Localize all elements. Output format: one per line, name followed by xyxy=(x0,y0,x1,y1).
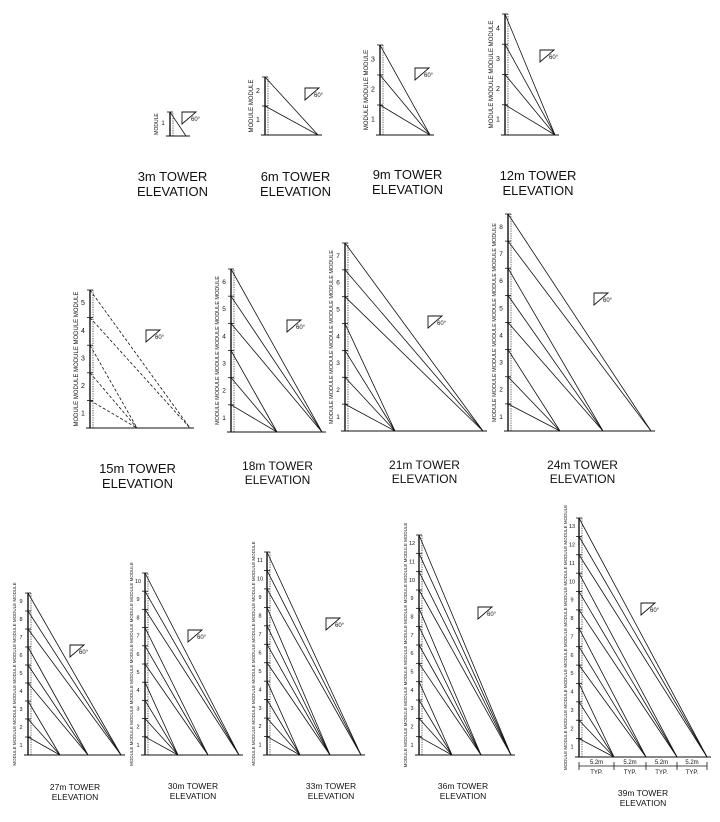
module-number: 1 xyxy=(136,742,140,749)
guy-wire xyxy=(579,683,614,757)
tower-t15 xyxy=(74,290,194,428)
caption-title: 18m TOWER xyxy=(242,459,313,473)
module-number: 2 xyxy=(499,386,503,394)
module-number: 1 xyxy=(496,116,500,124)
module-number: 12 xyxy=(408,541,416,548)
module-number: 1 xyxy=(81,410,85,418)
module-number: 1 xyxy=(258,742,262,749)
guy-wire xyxy=(28,647,88,755)
guy-wire xyxy=(267,552,361,755)
module-number: 8 xyxy=(499,223,503,231)
caption-subtitle: ELEVATION xyxy=(101,475,174,491)
guy-wire xyxy=(380,75,430,135)
guy-wire xyxy=(579,555,707,757)
guy-wire xyxy=(345,324,395,431)
caption-t39 xyxy=(598,789,688,809)
guy-wire xyxy=(267,681,300,755)
guy-wire xyxy=(508,404,560,431)
bay-width-label: 5.2m xyxy=(654,760,669,766)
caption-subtitle: ELEVATION xyxy=(502,182,574,198)
bay-dimensions xyxy=(579,760,707,776)
caption-t9 xyxy=(355,168,460,198)
caption-subtitle: ELEVATION xyxy=(307,790,355,801)
caption-t27 xyxy=(30,783,120,803)
caption-subtitle: ELEVATION xyxy=(371,181,444,197)
guy-wire xyxy=(265,77,318,135)
guy-wire xyxy=(267,589,361,755)
guy-wire xyxy=(345,297,483,431)
guy-wire xyxy=(28,701,60,755)
module-number: 4 xyxy=(81,327,85,335)
caption-title: 9m TOWER xyxy=(372,167,443,182)
bay-width-label: 5.2m xyxy=(685,760,699,766)
guy-wire xyxy=(505,105,555,135)
module-number: 3 xyxy=(570,707,574,714)
caption-subtitle: ELEVATION xyxy=(439,790,487,801)
caption-subtitle: ELEVATION xyxy=(391,471,458,486)
module-number: 10 xyxy=(256,576,264,583)
guy-wire xyxy=(28,629,121,755)
bay-typ-label: TYP. xyxy=(590,770,603,776)
module-number: 13 xyxy=(568,524,576,531)
module-number: 6 xyxy=(570,652,574,659)
caption-title: 39m TOWER xyxy=(617,788,669,798)
guy-wire xyxy=(90,400,137,428)
module-number: 12 xyxy=(568,542,576,549)
module-number: 9 xyxy=(136,597,140,604)
guy-wire xyxy=(265,106,318,135)
module-number: 3 xyxy=(136,706,140,713)
guy-wire xyxy=(145,737,178,755)
caption-subtitle: ELEVATION xyxy=(244,472,311,487)
module-number: 5 xyxy=(336,306,340,314)
caption-t12 xyxy=(483,169,593,199)
module-number: 4 xyxy=(570,689,574,696)
guy-wire xyxy=(90,373,137,428)
module-number: 4 xyxy=(410,687,414,694)
module-number: 1 xyxy=(336,413,340,421)
guy-wire xyxy=(508,377,560,431)
guy-wire xyxy=(28,737,60,755)
caption-t30 xyxy=(148,782,238,802)
guy-wire xyxy=(579,720,614,757)
guy-wire xyxy=(419,608,481,755)
module-number: 3 xyxy=(410,706,414,713)
guy-wire xyxy=(267,644,330,755)
angle-label: 60° xyxy=(197,635,207,641)
module-number: 5 xyxy=(570,671,574,678)
guy-wire xyxy=(145,700,178,755)
module-number: 4 xyxy=(222,333,226,341)
module-labels: MODULE MODULE MODULE xyxy=(364,49,370,131)
guy-wire xyxy=(579,665,646,757)
guy-wire xyxy=(145,682,178,755)
guy-wire xyxy=(419,553,511,755)
module-labels: MODULE MODULE MODULE MODULE MODULE xyxy=(74,291,80,427)
module-number: 2 xyxy=(496,86,500,94)
caption-title: 12m TOWER xyxy=(499,168,577,183)
guy-wire xyxy=(508,350,560,431)
caption-title: 6m TOWER xyxy=(260,169,331,184)
angle-label: 60° xyxy=(155,335,165,341)
guy-wire xyxy=(419,737,452,755)
module-number: 9 xyxy=(570,597,574,604)
module-number: 9 xyxy=(19,598,23,605)
module-number: 1 xyxy=(371,116,375,124)
bay-typ-label: TYP. xyxy=(655,770,668,776)
bay-width-label: 5.2m xyxy=(623,760,637,766)
caption-t24 xyxy=(530,459,635,487)
module-number: 8 xyxy=(570,616,574,623)
module-number: 6 xyxy=(499,278,503,286)
guy-wire xyxy=(345,243,483,431)
module-number: 1 xyxy=(256,116,260,124)
module-labels: MODULE MODULE MODULE MODULE MODULE MODULE MODULE xyxy=(329,250,335,424)
module-number: 7 xyxy=(499,251,503,259)
module-number: 2 xyxy=(410,724,414,731)
module-labels: MODULE MODULE MODULE MODULE MODULE MODULE MODULE MODULE xyxy=(492,223,498,422)
guy-wire xyxy=(231,351,277,433)
module-labels: MODULE MODULE MODULE MODULE xyxy=(489,20,495,129)
guy-wire xyxy=(90,345,137,428)
guy-wire xyxy=(267,663,330,755)
guy-wire xyxy=(90,290,190,428)
caption-title: 30m TOWER xyxy=(167,781,219,791)
module-number: 3 xyxy=(336,360,340,368)
guy-wire xyxy=(419,700,452,755)
angle-label: 60° xyxy=(650,608,660,614)
guy-wire xyxy=(579,573,677,757)
guy-wire xyxy=(231,378,277,432)
angle-label: 60° xyxy=(296,325,306,331)
module-number: 7 xyxy=(136,633,140,640)
angle-label: 60° xyxy=(335,623,345,629)
guy-wire xyxy=(231,405,277,432)
module-number: 1 xyxy=(222,414,226,422)
guy-wire xyxy=(505,14,555,135)
guy-wire xyxy=(345,270,483,431)
module-number: 4 xyxy=(499,332,503,340)
module-number: 7 xyxy=(258,631,262,638)
caption-t3 xyxy=(120,170,225,200)
module-number: 7 xyxy=(19,634,23,641)
caption-t33 xyxy=(286,782,376,802)
module-number: 6 xyxy=(19,652,23,659)
module-labels: MODULE xyxy=(154,113,160,135)
bay-typ-label: TYP. xyxy=(685,770,699,776)
caption-subtitle: ELEVATION xyxy=(549,471,616,486)
guy-wire xyxy=(345,404,395,431)
module-number: 2 xyxy=(256,87,260,95)
guy-wire xyxy=(505,44,555,135)
module-labels: MODULE MODULE MODULE MODULE MODULE MODULE MODULE MODULE MODULE MODULE MODULE MODULE xyxy=(403,522,408,768)
module-number: 5 xyxy=(499,305,503,313)
guy-wire xyxy=(145,719,178,755)
guy-wire xyxy=(145,646,208,755)
guy-wire xyxy=(145,609,239,755)
module-number: 4 xyxy=(136,688,140,695)
guy-wire xyxy=(345,350,395,431)
module-number: 7 xyxy=(336,252,340,260)
module-number: 5 xyxy=(222,306,226,314)
module-number: 6 xyxy=(336,279,340,287)
guy-wire xyxy=(231,269,322,432)
angle-label: 60° xyxy=(314,93,324,99)
module-number: 11 xyxy=(257,558,263,565)
module-number: 5 xyxy=(19,670,23,677)
module-number: 1 xyxy=(499,413,503,421)
module-number: 4 xyxy=(496,25,500,33)
module-number: 3 xyxy=(81,355,85,363)
guy-wire xyxy=(419,572,511,755)
module-number: 7 xyxy=(410,632,414,639)
tower-t6 xyxy=(249,77,324,135)
module-number: 3 xyxy=(496,55,500,63)
module-number: 2 xyxy=(136,724,140,731)
guy-wire xyxy=(28,665,88,755)
module-number: 2 xyxy=(336,387,340,395)
tower-t9 xyxy=(364,45,434,135)
caption-subtitle: ELEVATION xyxy=(259,183,332,199)
module-number: 2 xyxy=(258,724,262,731)
module-number: 1 xyxy=(161,121,165,128)
module-number: 8 xyxy=(258,613,262,620)
guy-wire xyxy=(505,75,555,136)
module-number: 1 xyxy=(19,742,23,749)
module-number: 11 xyxy=(409,559,415,566)
module-number: 6 xyxy=(258,650,262,657)
caption-title: 36m TOWER xyxy=(437,781,489,791)
module-number: 7 xyxy=(570,634,574,641)
module-labels: MODULE MODULE xyxy=(249,79,255,133)
angle-label: 60° xyxy=(191,117,201,123)
caption-subtitle: ELEVATION xyxy=(169,790,217,801)
guy-wire xyxy=(419,682,452,755)
module-number: 10 xyxy=(408,577,416,584)
guy-wire xyxy=(508,268,603,431)
guy-wire xyxy=(90,318,190,428)
guy-wire xyxy=(170,112,186,136)
tower-t33 xyxy=(251,541,365,765)
module-number: 2 xyxy=(570,726,574,733)
module-number: 3 xyxy=(371,56,375,64)
guy-wire xyxy=(508,295,603,431)
module-number: 2 xyxy=(371,86,375,94)
guy-wire xyxy=(380,45,430,135)
tower-t30 xyxy=(129,562,243,766)
caption-title: 15m TOWER xyxy=(99,461,176,476)
guy-wire xyxy=(28,683,88,755)
module-number: 6 xyxy=(222,278,226,286)
guy-wire xyxy=(267,607,330,755)
module-labels: MODULE MODULE MODULE MODULE MODULE MODULE MODULE MODULE MODULE MODULE xyxy=(129,562,134,766)
module-number: 4 xyxy=(19,688,23,695)
module-number: 3 xyxy=(499,359,503,367)
guy-wire xyxy=(267,737,300,755)
guy-wire xyxy=(28,611,121,755)
guy-wire xyxy=(345,377,395,431)
guy-wire xyxy=(380,105,430,135)
bay-typ-label: TYP. xyxy=(623,770,637,776)
guy-wire xyxy=(267,700,300,755)
module-number: 6 xyxy=(136,651,140,658)
angle-label: 60° xyxy=(487,612,497,618)
module-number: 2 xyxy=(19,724,23,731)
guy-wire xyxy=(419,590,511,755)
module-number: 10 xyxy=(134,579,142,586)
module-number: 4 xyxy=(336,333,340,341)
module-number: 8 xyxy=(19,616,23,623)
module-labels: MODULE MODULE MODULE MODULE MODULE MODULE MODULE MODULE MODULE xyxy=(12,582,17,766)
caption-t6 xyxy=(243,170,348,200)
module-number: 3 xyxy=(19,706,23,713)
tower-t27 xyxy=(12,582,125,765)
caption-t21 xyxy=(372,459,477,487)
guy-wire xyxy=(267,718,300,755)
guy-wire xyxy=(145,664,208,755)
caption-title: 24m TOWER xyxy=(547,458,618,472)
guy-wire xyxy=(508,214,651,431)
angle-label: 60° xyxy=(79,650,89,656)
module-number: 5 xyxy=(258,668,262,675)
caption-subtitle: ELEVATION xyxy=(51,791,99,802)
guy-wire xyxy=(231,323,322,432)
angle-label: 60° xyxy=(437,321,447,327)
tower-t3 xyxy=(154,112,201,136)
module-number: 9 xyxy=(410,596,414,603)
module-number: 6 xyxy=(410,651,414,658)
guy-wire xyxy=(508,241,651,431)
guy-wire xyxy=(579,647,646,757)
guy-wire xyxy=(419,718,452,755)
module-number: 3 xyxy=(258,705,262,712)
angle-label: 60° xyxy=(549,55,559,61)
tower-t39 xyxy=(563,505,711,770)
module-number: 5 xyxy=(136,670,140,677)
module-number: 3 xyxy=(222,360,226,368)
module-number: 9 xyxy=(258,595,262,602)
module-number: 8 xyxy=(136,615,140,622)
guy-wire xyxy=(579,739,614,757)
tower-t36 xyxy=(403,523,515,768)
module-number: 8 xyxy=(410,614,414,621)
caption-title: 21m TOWER xyxy=(389,458,460,472)
guy-wire xyxy=(231,296,322,432)
module-number: 5 xyxy=(81,300,85,308)
tower-t21 xyxy=(329,243,487,431)
tower-t18 xyxy=(215,269,326,432)
module-labels: MODULE MODULE MODULE MODULE MODULE MODULE MODULE MODULE MODULE MODULE MODULE MODULE MODULE xyxy=(563,504,568,771)
guy-wire xyxy=(579,518,707,757)
module-number: 2 xyxy=(81,382,85,390)
caption-subtitle: ELEVATION xyxy=(136,183,209,199)
tower-t12 xyxy=(489,14,559,135)
caption-t18 xyxy=(225,460,330,488)
guy-wire xyxy=(28,719,60,755)
module-number: 11 xyxy=(569,560,575,567)
caption-subtitle: ELEVATION xyxy=(619,797,667,808)
guy-wire xyxy=(579,702,614,757)
module-number: 4 xyxy=(258,687,262,694)
caption-title: 3m TOWER xyxy=(137,169,208,184)
module-number: 5 xyxy=(410,669,414,676)
angle-label: 60° xyxy=(424,73,434,79)
caption-t15 xyxy=(85,462,190,492)
tower-t24 xyxy=(492,214,655,431)
angle-label: 60° xyxy=(603,298,613,304)
module-number: 2 xyxy=(222,387,226,395)
module-labels: MODULE MODULE MODULE MODULE MODULE MODULE MODULE MODULE MODULE MODULE MODULE xyxy=(251,541,256,766)
module-number: 1 xyxy=(570,744,574,751)
caption-title: 27m TOWER xyxy=(49,782,101,792)
guy-wire xyxy=(508,323,603,432)
module-labels: MODULE MODULE MODULE MODULE MODULE MODULE xyxy=(215,276,221,425)
guy-wire xyxy=(145,591,239,755)
caption-t36 xyxy=(418,782,508,802)
module-number: 10 xyxy=(568,579,576,586)
bay-width-label: 5.2m xyxy=(589,760,604,766)
module-number: 1 xyxy=(410,742,414,749)
caption-title: 33m TOWER xyxy=(305,781,357,791)
